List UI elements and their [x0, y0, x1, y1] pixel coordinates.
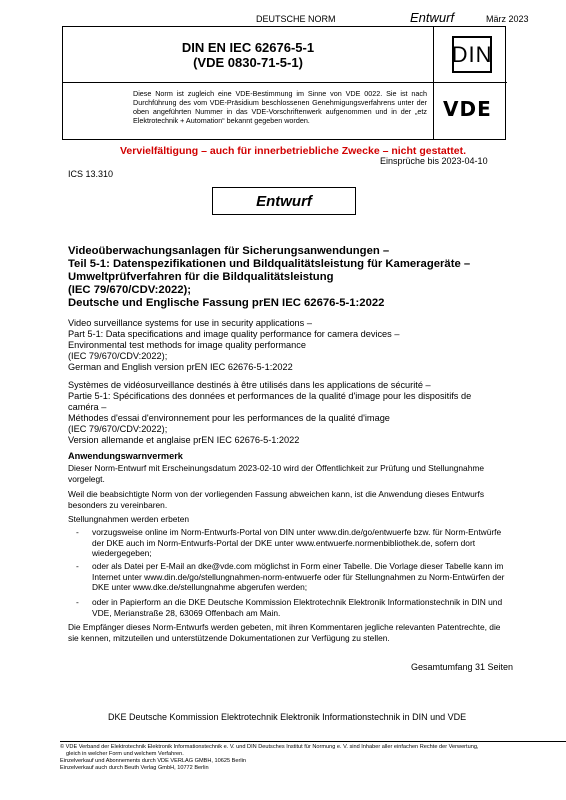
footer-copyright: [60, 744, 566, 772]
vde-note: Diese Norm ist zugleich eine VDE-Bestimmung im Sinne von VDE 0022. Sie ist nach Durchführung des vom VDE-Präsidium beschlossenen Genehmigungsverfahrens unter der oben angeführten Nummer in das VDE-Vorschriftenwerk aufgenommen und in der „etz Elektrotechnik + Automation“ bekannt gegeben worden.: [133, 89, 427, 125]
ics-code: ICS 13.310: [68, 169, 114, 179]
title-block-divider-horizontal: [63, 82, 507, 83]
title-de-line: Deutsche und Englische Fassung prEN IEC 62676-5-1:2022: [68, 297, 385, 309]
einsprueche-date: Einsprüche bis 2023-04-10: [380, 156, 488, 166]
title-de-line: (IEC 79/670/CDV:2022);: [68, 284, 192, 296]
dke-committee: DKE Deutsche Kommission Elektrotechnik Elektronik Informationstechnik in DIN und VDE: [108, 712, 467, 722]
header-date: März 2023: [486, 14, 529, 24]
title-block-divider-vertical: [433, 27, 434, 140]
title-fr-line: Partie 5-1: Spécifications des données et performances de la qualité d'image pour les dispositifs de: [68, 391, 472, 401]
title-en-line: German and English version prEN IEC 62676-5-1:2022: [68, 362, 293, 372]
title-german: [68, 245, 512, 310]
footer-divider: [60, 741, 566, 742]
list-dash: -: [76, 561, 79, 571]
warning-paragraph: Weil die beabsichtigte Norm von der vorliegenden Fassung abweichen kann, ist die Anwendung dieses Entwurfs besonders zu vereinbaren.: [68, 489, 485, 510]
document-number-line2: (VDE 0830-71-5-1): [193, 55, 303, 70]
footer-line: Einzelverkauf und Abonnements durch VDE VERLAG GMBH, 10625 Berlin: [60, 758, 246, 764]
footer-line: gleich in welcher Form und welchem Verfahren.: [66, 751, 184, 757]
list-item-text: oder in Papierform an die DKE Deutsche Kommission Elektrotechnik Elektronik Informationstechnik in DIN und VDE, Merianstraße 28, 63069 Offenbach am Main.: [92, 597, 503, 618]
document-number: [63, 40, 433, 70]
list-dash: -: [76, 527, 79, 537]
title-de-line: Teil 5-1: Datenspezifikationen und Bildqualitätsleistung für Kamerageräte –: [68, 258, 471, 270]
vde-logo: VDE: [443, 97, 492, 121]
copy-warning: Vervielfältigung – auch für innerbetriebliche Zwecke – nicht gestattet.: [120, 145, 467, 157]
patent-paragraph: Die Empfänger dieses Norm-Entwurfs werden gebeten, mit ihren Kommentaren jegliche relevanten Patentrechte, die sie kennen, mitzuteilen und unterstützende Dokumentationen zur Verfügung zu stellen.: [68, 622, 501, 643]
anwendungswarnvermerk-heading: Anwendungswarnvermerk: [68, 451, 183, 461]
page-count: Gesamtumfang 31 Seiten: [411, 662, 514, 672]
title-en-line: Video surveillance systems for use in security applications –: [68, 318, 312, 328]
list-item-text: vorzugsweise online im Norm-Entwurfs-Portal von DIN unter www.din.de/go/entwuerfe bzw. für Norm-Entwürfe der DKE auch im Norm-Entwurfs-Portal der DKE unter www.entwuerfe.normenbibliothek.de, sofern dort wiedergegeben;: [92, 527, 502, 558]
comments-intro: Stellungnahmen werden erbeten: [68, 514, 190, 524]
title-fr-line: (IEC 79/670/CDV:2022);: [68, 424, 168, 434]
title-fr-line: Méthodes d'essai d'environnement pour les performances de la qualité d'image: [68, 413, 390, 423]
din-logo-text: DIN: [451, 41, 493, 67]
header-norm-label: DEUTSCHE NORM: [256, 14, 336, 24]
title-en-line: Part 5-1: Data specifications and image quality performance for camera devices –: [68, 329, 400, 339]
title-fr-line: Systèmes de vidéosurveillance destinés à être utilisés dans les applications de sécurité –: [68, 380, 431, 390]
title-english: [68, 318, 512, 373]
list-dash: -: [76, 597, 79, 607]
document-number-line1: DIN EN IEC 62676-5-1: [181, 40, 315, 55]
title-de-line: Umweltprüfverfahren für die Bildqualitätsleistung: [68, 271, 334, 283]
title-block: [62, 26, 506, 140]
header-entwurf-label: Entwurf: [410, 10, 455, 25]
warning-paragraph: Dieser Norm-Entwurf mit Erscheinungsdatum 2023-02-10 wird der Öffentlichkeit zur Prüfung und Stellungnahme vorgelegt.: [68, 463, 485, 484]
title-en-line: Environmental test methods for image quality performance: [68, 340, 306, 350]
footer-line: © VDE Verband der Elektrotechnik Elektronik Informationstechnik e. V. und DIN Deutsches Institut für Normung e. V. sind Inhaber aller einfachen Rechte der Verwertung,: [60, 744, 479, 750]
title-en-line: (IEC 79/670/CDV:2022);: [68, 351, 168, 361]
din-logo: [452, 36, 492, 73]
list-item-text: oder als Datei per E-Mail an dke@vde.com möglichst in Form einer Tabelle. Die Vorlage dieser Tabelle kann im Internet unter www.din.de/go/stellungnahmen-norm-entwuerfe oder für Stellungnahmen zu Norm-Entwürfen der DKE unter www.dke.de/stellungnahme abgerufen werden;: [92, 561, 505, 592]
title-fr-line: caméra –: [68, 402, 107, 412]
title-fr-line: Version allemande et anglaise prEN IEC 62676-5-1:2022: [68, 435, 300, 445]
footer-line: Einzelverkauf auch durch Beuth Verlag GmbH, 10772 Berlin: [60, 765, 209, 771]
title-de-line: Videoüberwachungsanlagen für Sicherungsanwendungen –: [68, 245, 390, 257]
title-french: [68, 380, 512, 446]
entwurf-box: Entwurf: [212, 187, 356, 215]
